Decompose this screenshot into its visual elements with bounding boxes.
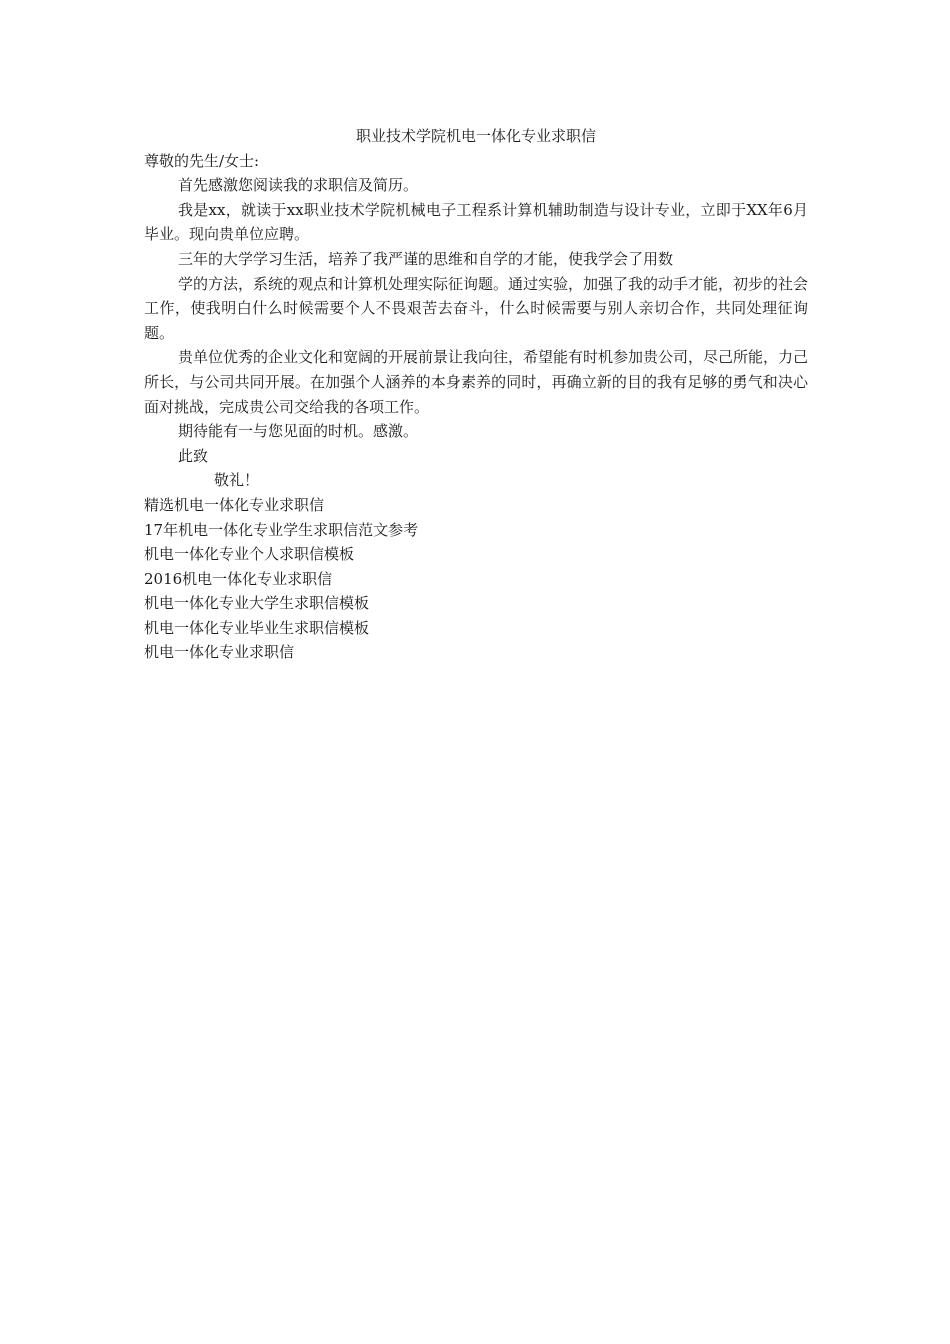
closing: 此致 [178,446,209,465]
related-link[interactable]: 机电一体化专业毕业生求职信模板 [144,618,370,637]
paragraph: 贵单位优秀的企业文化和宽阔的开展前景让我向往，希望能有时机参加贵公司，尽己所能，力己所长，与公司共同开展。在加强个人涵养的本身素养的同时，再确立新的目的我有足够的勇气和决心面对挑战，完成贵公司交给我的各项工作。 [144,348,809,416]
paragraph: 三年的大学学习生活，培养了我严谨的思维和自学的才能，使我学会了用数 [178,249,674,268]
paragraph: 首先感激您阅读我的求职信及简历。 [178,176,419,195]
related-link[interactable]: 精选机电一体化专业求职信 [144,495,325,514]
salutation: 尊敬的先生/女士: [144,151,260,170]
paragraph: 学的方法，系统的观点和计算机处理实际征询题。通过实验，加强了我的动手才能，初步的社会工作，使我明白什么时候需要个人不畏艰苦去奋斗，什么时候需要与别人亲切合作，共同处理征询题。 [144,274,809,342]
paragraph: 我是xx，就读于xx职业技术学院机械电子工程系计算机辅助制造与设计专业，立即于XX年6月毕业。现向贵单位应聘。 [144,200,808,244]
document-title: 职业技术学院机电一体化专业求职信 [355,127,596,145]
related-link[interactable]: 机电一体化专业求职信 [144,643,295,662]
related-links-list [144,493,808,665]
related-link[interactable]: 机电一体化专业大学生求职信模板 [144,594,370,613]
paragraph: 期待能有一与您见面的时机。感激。 [178,422,419,441]
related-link[interactable]: 17年机电一体化专业学生求职信范文参考 [144,520,419,539]
related-link[interactable]: 机电一体化专业个人求职信模板 [144,545,355,564]
related-link[interactable]: 2016机电一体化专业求职信 [144,569,333,588]
regards: 敬礼！ [214,471,260,490]
document-page [144,124,808,665]
